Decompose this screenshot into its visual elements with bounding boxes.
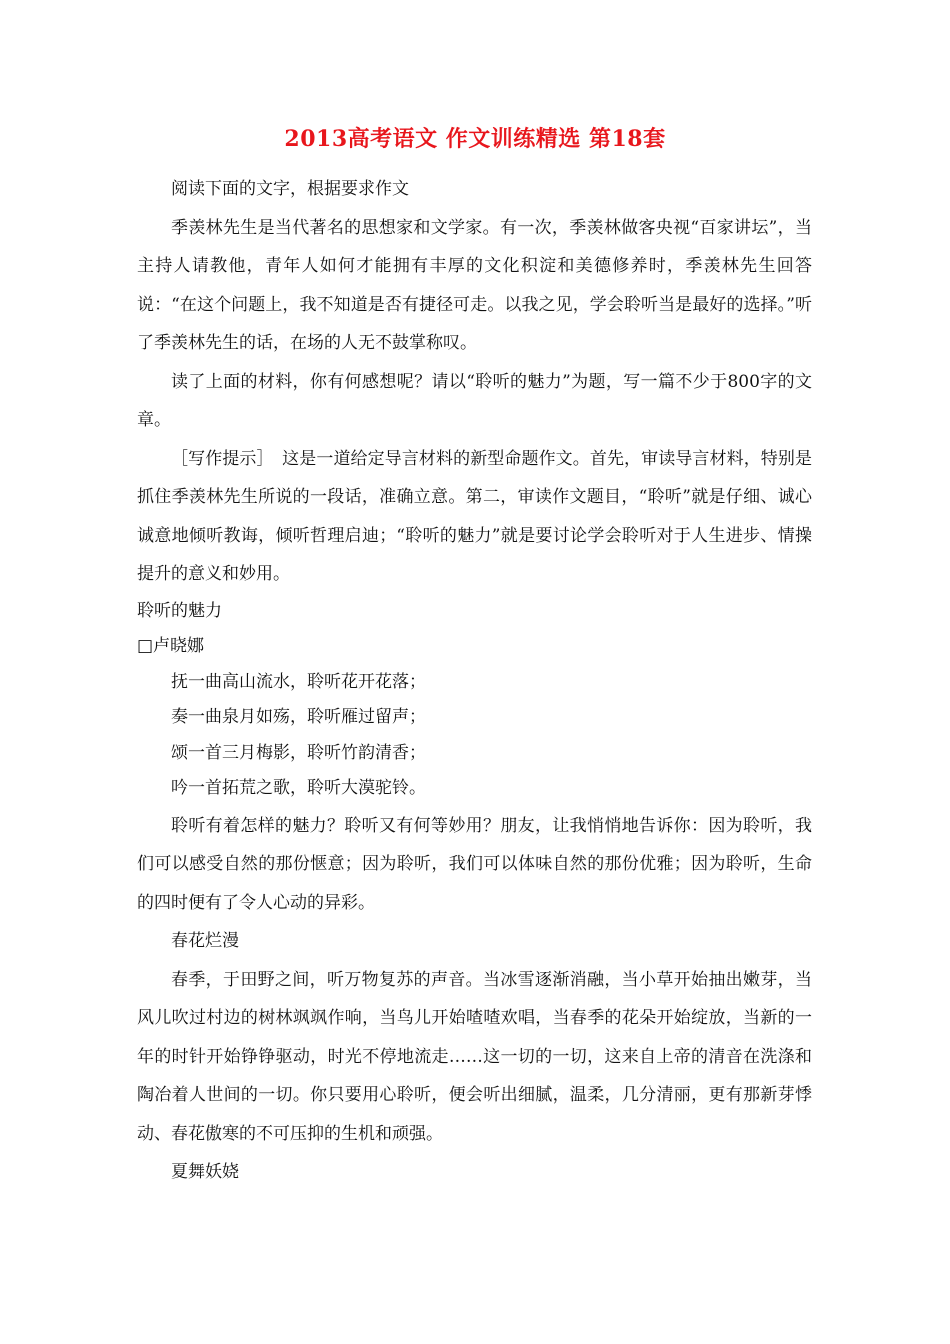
poem-line: 吟一首拓荒之歌，聆听大漠驼铃。	[171, 778, 426, 798]
poem-line: 颂一首三月梅影，聆听竹韵清香；	[171, 742, 426, 763]
essay-intro: 聆听有着怎样的魅力？聆听又有何等妙用？朋友，让我悄悄地告诉你：因为聆听，我们可以感受自然的那份惬意；因为聆听，我们可以体味自然的那份优雅；因为聆听，生命的四时便有了令人心动的异彩。	[137, 815, 812, 913]
prompt-task: 读了上面的材料，你有何感想呢？请以“聆听的魅力”为题，写一篇不少于800字的文章。	[137, 371, 812, 430]
section-text-spring: 春季，于田野之间，听万物复苏的声音。当冰雪逐渐消融，当小草开始抽出嫩芽，当风儿吹过村边的树林飒飒作响，当鸟儿开始喳喳欢唱，当春季的花朵开始绽放，当新的一年的时针开始铮铮驱动，时光不停地流走……这一切的一切，这来自上帝的清音在洗涤和陶冶着人世间的一切。你只要用心聆听，便会听出细腻，温柔，几分清丽，更有那新芽悸动、春花傲寒的不可压抑的生机和顽强。	[137, 969, 812, 1144]
document-body	[137, 170, 812, 1192]
writing-tips: ［写作提示］ 这是一道给定导言材料的新型命题作文。首先，审读导言材料，特别是抓住季羡林先生所说的一段话，准确立意。第二，审读作文题目，“聆听”就是仔细、诚心诚意地倾听教诲，倾听哲理启迪；“聆听的魅力”就是要讨论学会聆听对于人生进步、情操提升的意义和妙用。	[137, 448, 812, 584]
prompt-instruction: 阅读下面的文字，根据要求作文	[171, 179, 409, 199]
essay-title: 聆听的魅力	[137, 600, 222, 621]
prompt-material: 季羡林先生是当代著名的思想家和文学家。有一次，季羡林做客央视“百家讲坛”，当主持人请教他，青年人如何才能拥有丰厚的文化积淀和美德修养时，季羡林先生回答说：“在这个问题上，我不知道是否有捷径可走。以我之见，学会聆听当是最好的选择。”听了季羡林先生的话，在场的人无不鼓掌称叹。	[137, 217, 812, 353]
section-heading-spring: 春花烂漫	[171, 931, 239, 951]
poem-line: 抚一曲高山流水，聆听花开花落；	[171, 671, 426, 692]
document-title: 2013高考语文 作文训练精选 第18套	[284, 126, 666, 152]
section-heading-summer: 夏舞妖娆	[171, 1162, 239, 1182]
poem-line: 奏一曲泉月如殇，聆听雁过留声；	[171, 707, 426, 727]
essay-author: □卢晓娜	[137, 636, 205, 656]
